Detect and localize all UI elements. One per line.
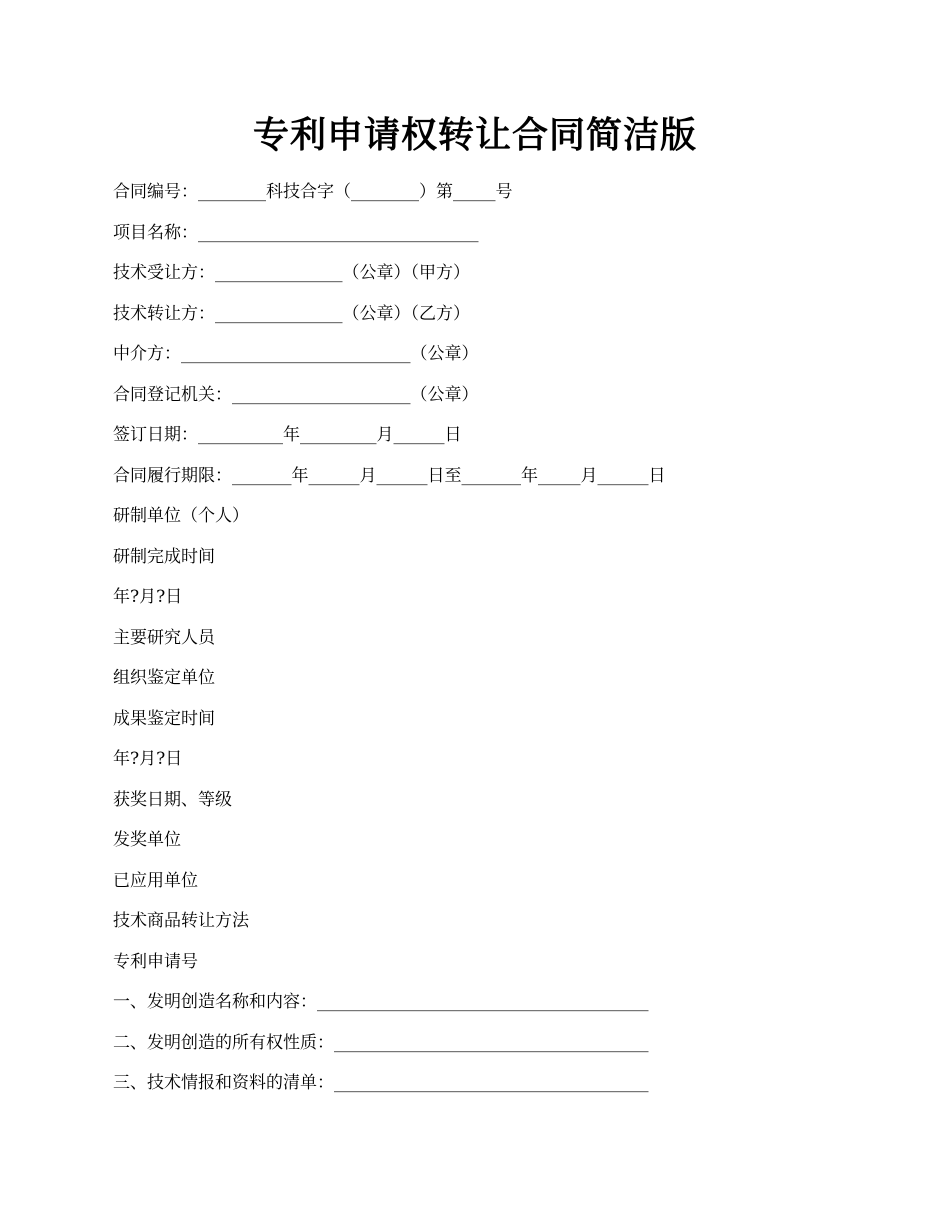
document-body	[113, 176, 873, 1108]
completion-date-line: 年?月?日	[113, 587, 183, 607]
clause-one-line: 一、发明创造名称和内容：_______________________________________	[113, 992, 649, 1012]
signing-date-line: 签订日期：__________年_________月______日	[113, 425, 462, 445]
contract-number-line: 合同编号：________科技合字（________）第_____号	[113, 182, 513, 202]
appraisal-time-line: 成果鉴定时间	[113, 708, 215, 729]
transferor-line: 技术转让方：_______________（公章）（乙方）	[113, 303, 470, 324]
appraisal-organization-line: 组织鉴定单位	[113, 668, 215, 688]
award-issuer-line: 发奖单位	[113, 830, 181, 850]
patent-application-number-line: 专利申请号	[113, 951, 198, 972]
performance-period-line: 合同履行期限：_______年______月______日至_______年_____月______日	[113, 465, 666, 486]
award-date-level-line: 获奖日期、等级	[113, 789, 232, 810]
intermediary-line: 中介方：___________________________（公章）	[113, 344, 479, 364]
appraisal-date-line: 年?月?日	[113, 749, 183, 769]
registration-authority-line: 合同登记机关：_____________________（公章）	[113, 384, 479, 405]
main-researchers-line: 主要研究人员	[113, 627, 215, 648]
transferee-line: 技术受让方：_______________（公章）（甲方）	[113, 263, 470, 283]
clause-three-line: 三、技术情报和资料的清单：_____________________________________	[113, 1073, 649, 1093]
project-name-line: 项目名称：_________________________________	[113, 222, 479, 243]
transfer-method-line: 技术商品转让方法	[113, 911, 249, 931]
completion-time-line: 研制完成时间	[113, 546, 215, 567]
clause-two-line: 二、发明创造的所有权性质：_____________________________________	[113, 1032, 649, 1053]
developer-line: 研制单位（个人）	[113, 506, 249, 526]
applied-units-line: 已应用单位	[113, 870, 198, 891]
document-title: 专利申请权转让合同简洁版	[252, 114, 697, 156]
